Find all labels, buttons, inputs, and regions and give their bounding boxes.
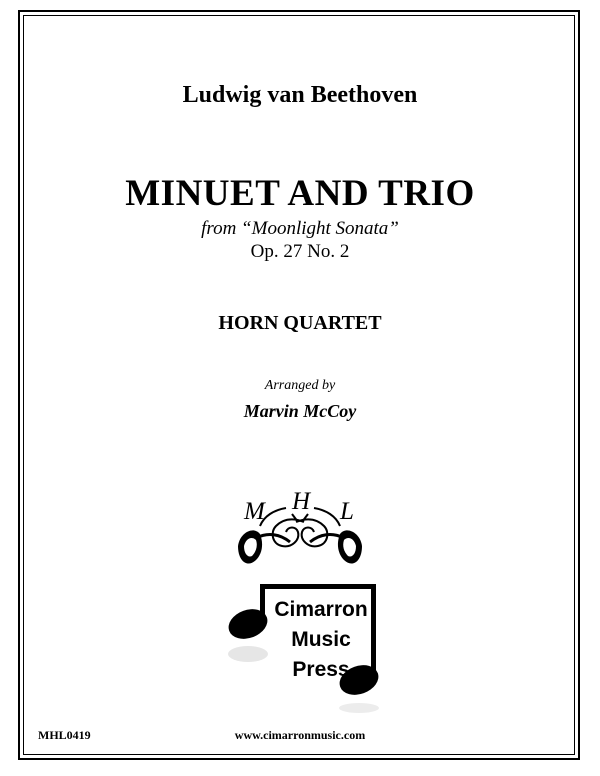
publisher-line-3: Press	[292, 658, 350, 681]
publisher-url: www.cimarronmusic.com	[234, 728, 366, 742]
crossed-horns-icon	[234, 488, 366, 580]
arranged-by-label: Arranged by	[264, 378, 336, 393]
publisher-line-1: Cimarron	[274, 598, 368, 621]
arranger-name: Marvin McCoy	[243, 401, 357, 421]
publisher-line-2: Music	[291, 628, 351, 651]
catalog-code: MHL0419	[38, 728, 91, 742]
opus-number: Op. 27 No. 2	[250, 241, 350, 262]
mhl-letter-m: M	[244, 498, 265, 525]
mhl-logo	[234, 488, 366, 580]
piece-subtitle: from “Moonlight Sonata”	[201, 218, 399, 239]
mhl-letter-h: H	[292, 488, 311, 515]
piece-title: MINUET AND TRIO	[125, 173, 475, 214]
ensemble-label: HORN QUARTET	[218, 312, 382, 334]
mhl-letter-l: L	[340, 498, 354, 525]
cimarron-logo	[226, 584, 386, 714]
composer-name: Ludwig van Beethoven	[182, 82, 418, 108]
